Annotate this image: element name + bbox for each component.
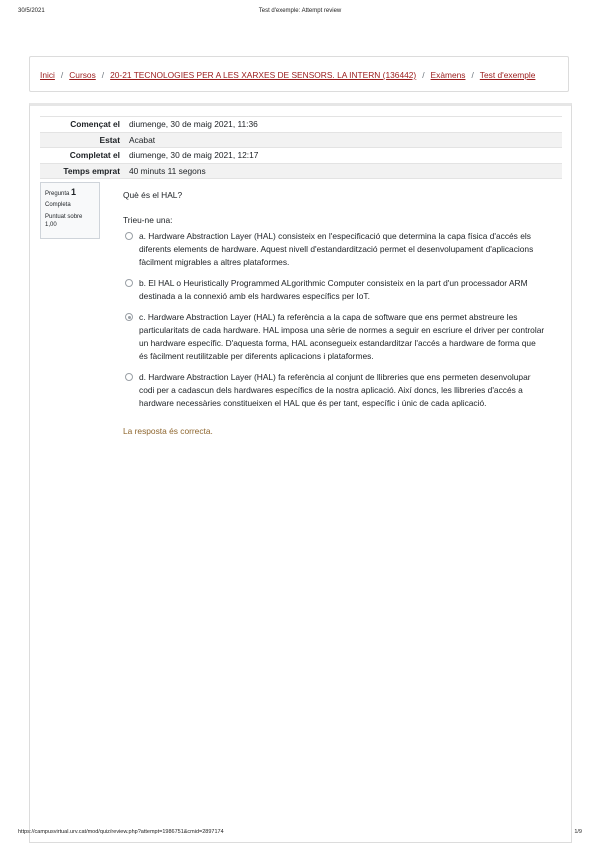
breadcrumb-link-course[interactable]: 20-21 TECNOLOGIES PER A LES XARXES DE SENSORS. LA INTERN (136442) [110, 70, 417, 80]
breadcrumb-link-quiz[interactable]: Test d'exemple [479, 70, 536, 80]
summary-value: 40 minuts 11 segons [129, 165, 206, 176]
answer-option-c [125, 311, 545, 363]
summary-value: diumenge, 30 de maig 2021, 12:17 [129, 150, 259, 160]
summary-label: Completat el [69, 150, 120, 160]
summary-label: Començat el [70, 119, 120, 129]
summary-value: diumenge, 30 de maig 2021, 11:36 [129, 119, 258, 129]
summary-label: Temps emprat [63, 165, 120, 176]
answer-text-d: d. Hardware Abstraction Layer (HAL) fa referència al conjunt de llibreries que ens permeten desenvolupar codi per a cadascun dels hardwares específics de la nostra aplicació. Així doncs, les llibreries d'accés a hardware necessàries constitueixen el HAL que és per tant, específic i únic de cada aplicació. [139, 372, 531, 408]
answer-text-a: a. Hardware Abstraction Layer (HAL) consisteix en l'especificació que determina la capa física d'accés els diferents elements de hardware. Aquest nivell d'estandardització permet el desenvolupament d'aplicacions fàcilment migrables a altres plataformes. [139, 231, 534, 267]
answer-radio-b[interactable] [125, 279, 133, 287]
print-page-number: 1/9 [574, 829, 582, 835]
summary-row-started [40, 116, 562, 132]
summary-row-state [40, 132, 562, 148]
summary-value: Acabat [129, 134, 156, 145]
summary-row-completed [40, 147, 562, 163]
question-number-value: 1 [71, 187, 77, 197]
breadcrumb-separator: / [471, 70, 474, 80]
print-title: Test d'exemple: Attempt review [258, 8, 342, 14]
answer-radio-d[interactable] [125, 373, 133, 381]
answer-radio-a[interactable] [125, 232, 133, 240]
breadcrumb-link-courses[interactable]: Cursos [69, 70, 96, 80]
answer-option-b [125, 277, 545, 303]
question-info-box [40, 182, 100, 239]
answer-feedback: La resposta és correcta. [123, 426, 213, 436]
question-number-label: Pregunta [45, 191, 70, 197]
breadcrumb-separator: / [101, 70, 105, 80]
question-grade [45, 213, 95, 229]
answer-radio-c[interactable] [125, 313, 133, 321]
summary-label: Estat [99, 134, 120, 145]
answer-list [125, 230, 545, 418]
answer-prompt: Trieu-ne una: [123, 215, 173, 225]
breadcrumb-separator: / [60, 70, 64, 80]
breadcrumb-separator: / [422, 70, 425, 80]
question-grade-label: Puntuat sobre [45, 214, 83, 221]
question-text: Què és el HAL? [123, 190, 183, 200]
question-number [45, 186, 95, 198]
main-content-card [29, 103, 572, 843]
print-header [0, 8, 600, 18]
answer-text-b: b. El HAL o Heuristically Programmed ALgorithmic Computer consisteix en la part d'un processador ARM destinada a la connexió amb els hardwares específics per IoT. [139, 278, 528, 301]
print-date: 30/5/2021 [18, 8, 45, 14]
breadcrumb-link-home[interactable]: Inici [40, 70, 55, 80]
answer-text-c: c. Hardware Abstraction Layer (HAL) fa referència a la capa de software que ens permet abstreure les particularitats de cada hardware. HAL imposa una sèrie de normes a seguir en escriure el driver per controlar un hardware específic. D'aquesta forma, HAL aconsegueix estandarditzar l'accés a hardware de forma que és fàcilment reutilitzable per diferents aplicacions i plataformes. [139, 312, 545, 361]
breadcrumb-link-exams[interactable]: Exàmens [430, 70, 466, 80]
print-footer [0, 829, 600, 839]
print-url: https://campusvirtual.urv.cat/mod/quiz/review.php?attempt=1986751&cmid=2897174 [18, 829, 224, 835]
breadcrumb [40, 70, 535, 80]
answer-option-a [125, 230, 545, 269]
breadcrumb-card [29, 56, 569, 92]
question-grade-value: 1,00 [45, 222, 57, 229]
summary-row-time-taken [40, 163, 562, 180]
attempt-summary-table [40, 116, 562, 179]
answer-option-d [125, 371, 545, 410]
question-state: Completa [45, 202, 71, 209]
